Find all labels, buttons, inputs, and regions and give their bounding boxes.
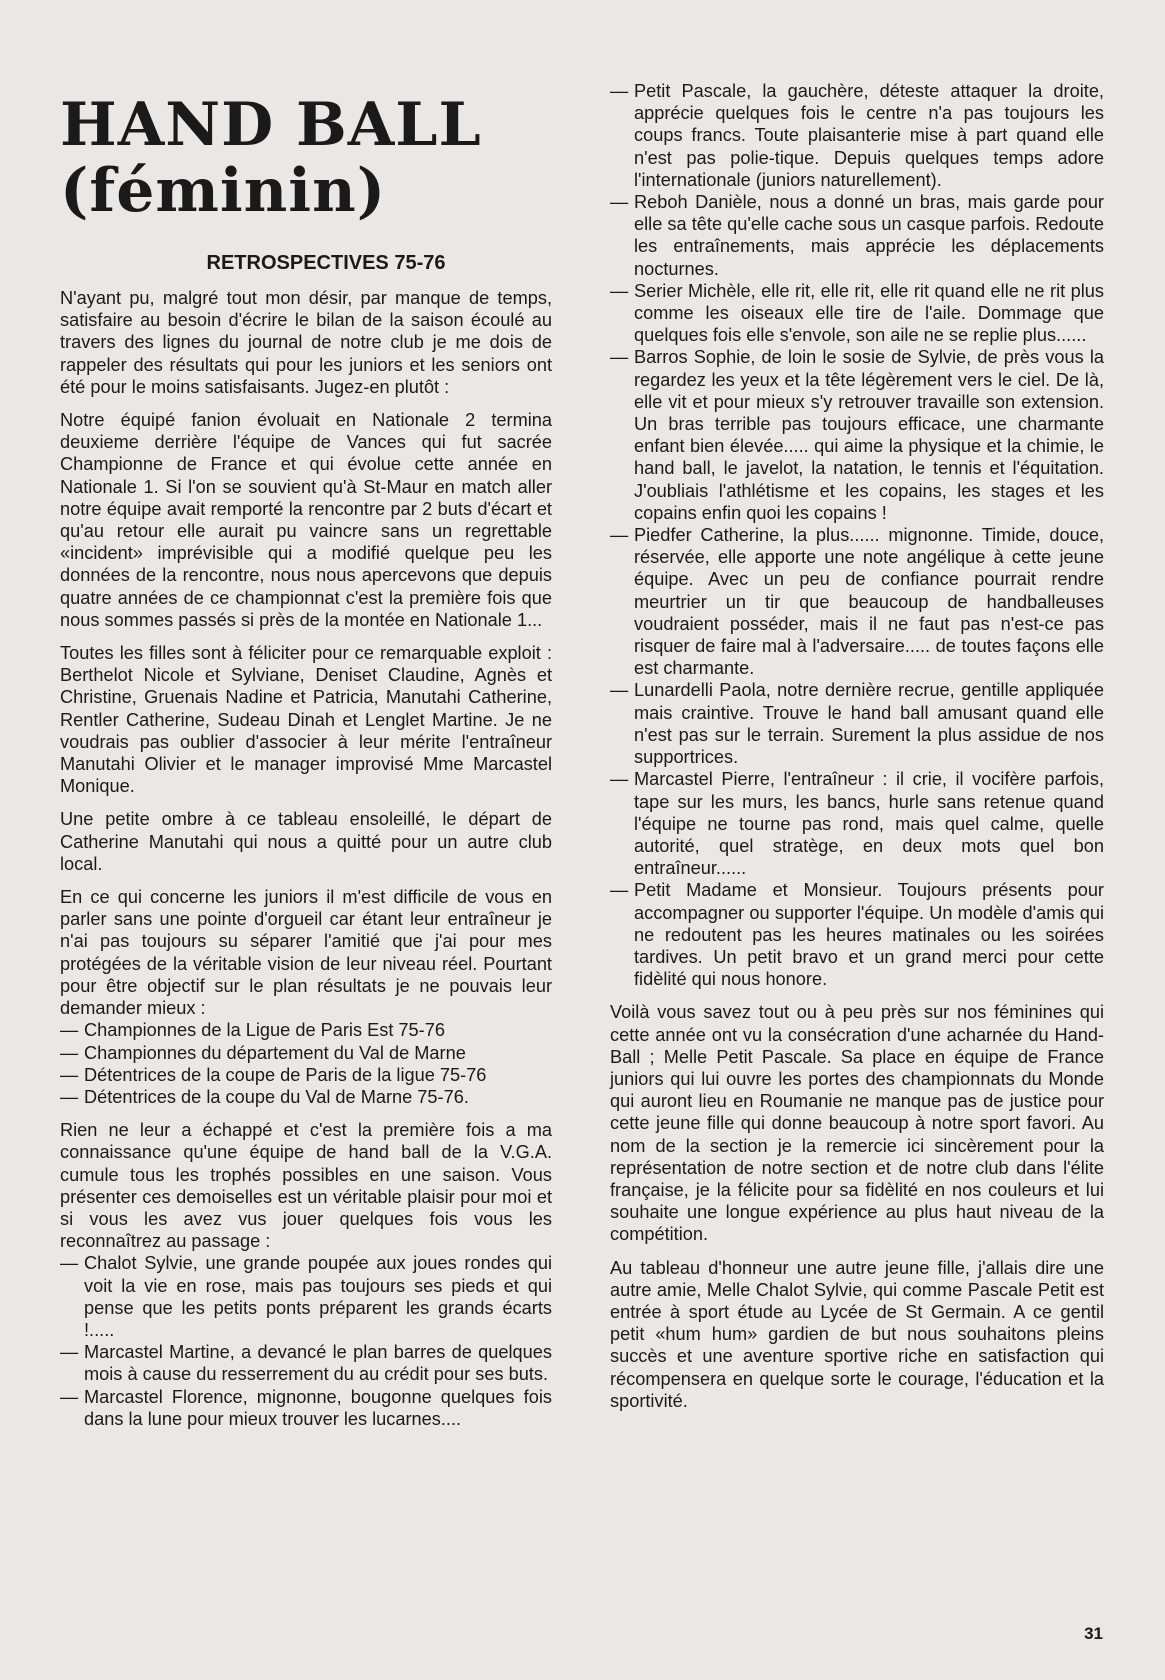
players-list-right — [610, 80, 1104, 990]
player-item: — Reboh Danièle, nous a donné un bras, mais garde pour elle sa tête qu'elle cache sous un casque parfois. Redoute les entraînements, mais apprécie les déplacements nocturnes. — [610, 191, 1104, 280]
title-item: — Championnes du département du Val de Marne — [60, 1042, 552, 1064]
titles-list — [60, 1019, 552, 1108]
article-subtitle: RETROSPECTIVES 75-76 — [206, 252, 446, 274]
page-number: 31 — [1084, 1624, 1103, 1643]
player-item: — Serier Michèle, elle rit, elle rit, elle rit quand elle ne rit plus comme les oiseaux elle tire de l'aile. Dommage que quelques fois elle s'envole, son aile ne se replie plus...... — [610, 280, 1104, 347]
team-members-paragraph: Toutes les filles sont à féliciter pour ce remarquable exploit : Berthelot Nicole et Sylviane, Deniset Claudine, Agnès et Christine, Gruenais Nadine et Patricia, Manutahi Catherine, Rentler Catherine, Sudeau Dinah et Lenglet Martine. Je ne voudrais pas oublier d'associer à leur mérite l'entraîneur Manutahi Olivier et le manager improvisé Mme Marcastel Monique. — [60, 643, 552, 797]
players-list-left — [60, 1252, 552, 1430]
honour-paragraph: Au tableau d'honneur une autre jeune fille, j'allais dire une autre amie, Melle Chalot Sylvie, qui comme Pascale Petit est entrée à sport étude au Lycée de St Germain. A ce gentil petit «hum hum» gardien de but nous souhaitons pleins succès et une aventure sportive riche en satisfaction qui récompensera en quelque sorte le courage, l'éducation et la sportivité. — [610, 1257, 1104, 1411]
departure-paragraph: Une petite ombre à ce tableau ensoleillé, le départ de Catherine Manutahi qui nous a quitté pour un autre club local. — [60, 809, 552, 874]
player-item: — Chalot Sylvie, une grande poupée aux joues rondes qui voit la vie en rose, mais pas toujours ses pieds et qui pense que les petits ponts préparent les grands écarts !..... — [60, 1252, 552, 1341]
title-line-2: (féminin) — [60, 156, 387, 226]
left-column — [60, 92, 552, 1441]
title-item: — Détentrices de la coupe de Paris de la ligue 75-76 — [60, 1064, 552, 1086]
player-item: — Lunardelli Paola, notre dernière recrue, gentille appliquée mais craintive. Trouve le hand ball amusant quand elle n'est pas sur le terrain. Surement la plus assidue de nos supportrices. — [610, 679, 1104, 768]
player-item: — Petit Pascale, la gauchère, déteste attaquer la droite, apprécie quelques fois le centre n'a pas toujours les coups francs. Toute plaisanterie mise à part quand elle n'est pas polie-tique. Depuis quelques temps adore l'internationale (juniors naturellement). — [610, 80, 1104, 191]
juniors-paragraph: En ce qui concerne les juniors il m'est difficile de vous en parler sans une pointe d'orgueil car étant leur entraîneur je n'ai pas toujours su séparer l'amitié que j'ai pour mes protégées de la véritable vision de leur niveau réel. Pourtant pour être objectif sur le plan résultats je ne pouvais leur demander mieux : — [60, 887, 552, 1019]
player-item: — Marcastel Martine, a devancé le plan barres de quelques mois à cause du resserrement du au crédit pour ses buts. — [60, 1341, 552, 1385]
player-item: — Petit Madame et Monsieur. Toujours présents pour accompagner ou supporter l'équipe. Un modèle d'amis qui ne redoutent pas les heures matinales ou les soirées tardives. Un petit bravo et un grand merci pour cette fidèlité qui nous honore. — [610, 879, 1104, 990]
title-item: — Détentrices de la coupe du Val de Marne 75-76. — [60, 1086, 552, 1108]
player-item: — Barros Sophie, de loin le sosie de Sylvie, de près vous la regardez les yeux et la tête légèrement vers le ciel. De là, elle vit et pour mieux s'y retrouver travaille son extension. Un bras terrible pas toujours efficace, une charmante enfant bien élevée..... qui aime la physique et la chimie, le hand ball, le javelot, la natation, le tennis et l'équitation. J'oubliais l'athlétisme et les copains, les stages et les copains enfin quoi les copains ! — [610, 346, 1104, 524]
article-title — [60, 92, 552, 224]
title-line-1: HAND BALL — [60, 90, 482, 160]
player-item: — Marcastel Pierre, l'entraîneur : il crie, il vocifère parfois, tape sur les murs, les bancs, hurle sans retenue quand l'équipe ne tourne pas rond, mais quel calme, quelle autorité, quel stratège, en deux mots quel bon entraîneur...... — [610, 768, 1104, 879]
intro-paragraph: N'ayant pu, malgré tout mon désir, par manque de temps, satisfaire au besoin d'écrire le bilan de la saison écoulé au travers des lignes du journal de notre club je me dois de rappeler des résultats qui pour les juniors et les seniors ont été pour le moins satisfaisants. Jugez-en plutôt : — [60, 288, 552, 397]
trophies-paragraph: Rien ne leur a échappé et c'est la première fois a ma connaissance qu'une équipe de hand ball de la V.G.A. cumule tous les trophés possibles en une saison. Vous présenter ces demoiselles est un véritable plaisir pour moi et si vous les avez vus jouer quelques fois vous les reconnaîtrez au passage : — [60, 1120, 552, 1252]
player-item: — Marcastel Florence, mignonne, bougonne quelques fois dans la lune pour mieux trouver les lucarnes.... — [60, 1386, 552, 1430]
consecration-paragraph: Voilà vous savez tout ou à peu près sur nos féminines qui cette année ont vu la consécration d'une acharnée du Hand-Ball ; Melle Petit Pascale. Sa place en équipe de France juniors qui lui ouvre les portes des championnats du Monde qui auront lieu en Roumanie ne manque pas de justice pour cette jeune fille qui donne beaucoup à notre sport favori. Au nom de la section je la remercie ici sincèrement pour la représentation de notre section et de notre club dans l'élite française, je la félicite pour sa fidèlité en nos couleurs et lui souhaite une longue expérience au plus haut niveau de la compétition. — [610, 1002, 1104, 1245]
right-column — [610, 80, 1104, 1423]
title-item: — Championnes de la Ligue de Paris Est 75-76 — [60, 1019, 552, 1041]
nationale-paragraph: Notre équipé fanion évoluait en Nationale 2 termina deuxieme derrière l'équipe de Vances qui fut sacrée Championne de France et qui évolue cette année en Nationale 1. Si l'on se souvient qu'à St-Maur en match aller notre équipe avait remporté la rencontre par 2 buts d'écart et qu'au retour elle aurait pu vaincre sans un regrettable «incident» imprévisible qui a modifié quelque peu les données de la rencontre, nous nous apercevons que depuis quatre années de ce championnat c'est la première fois que nous sommes passés si près de la montée en Nationale 1... — [60, 410, 552, 630]
player-item: — Piedfer Catherine, la plus...... mignonne. Timide, douce, réservée, elle apporte une note angélique à cette jeune équipe. Avec un peu de confiance pourrait rendre meurtrier un tir que beaucoup de handballeuses voudraient posséder, mais il ne faut pas n'est-ce pas risquer de faire mal à l'adversaire..... de toutes façons elle est charmante. — [610, 524, 1104, 679]
